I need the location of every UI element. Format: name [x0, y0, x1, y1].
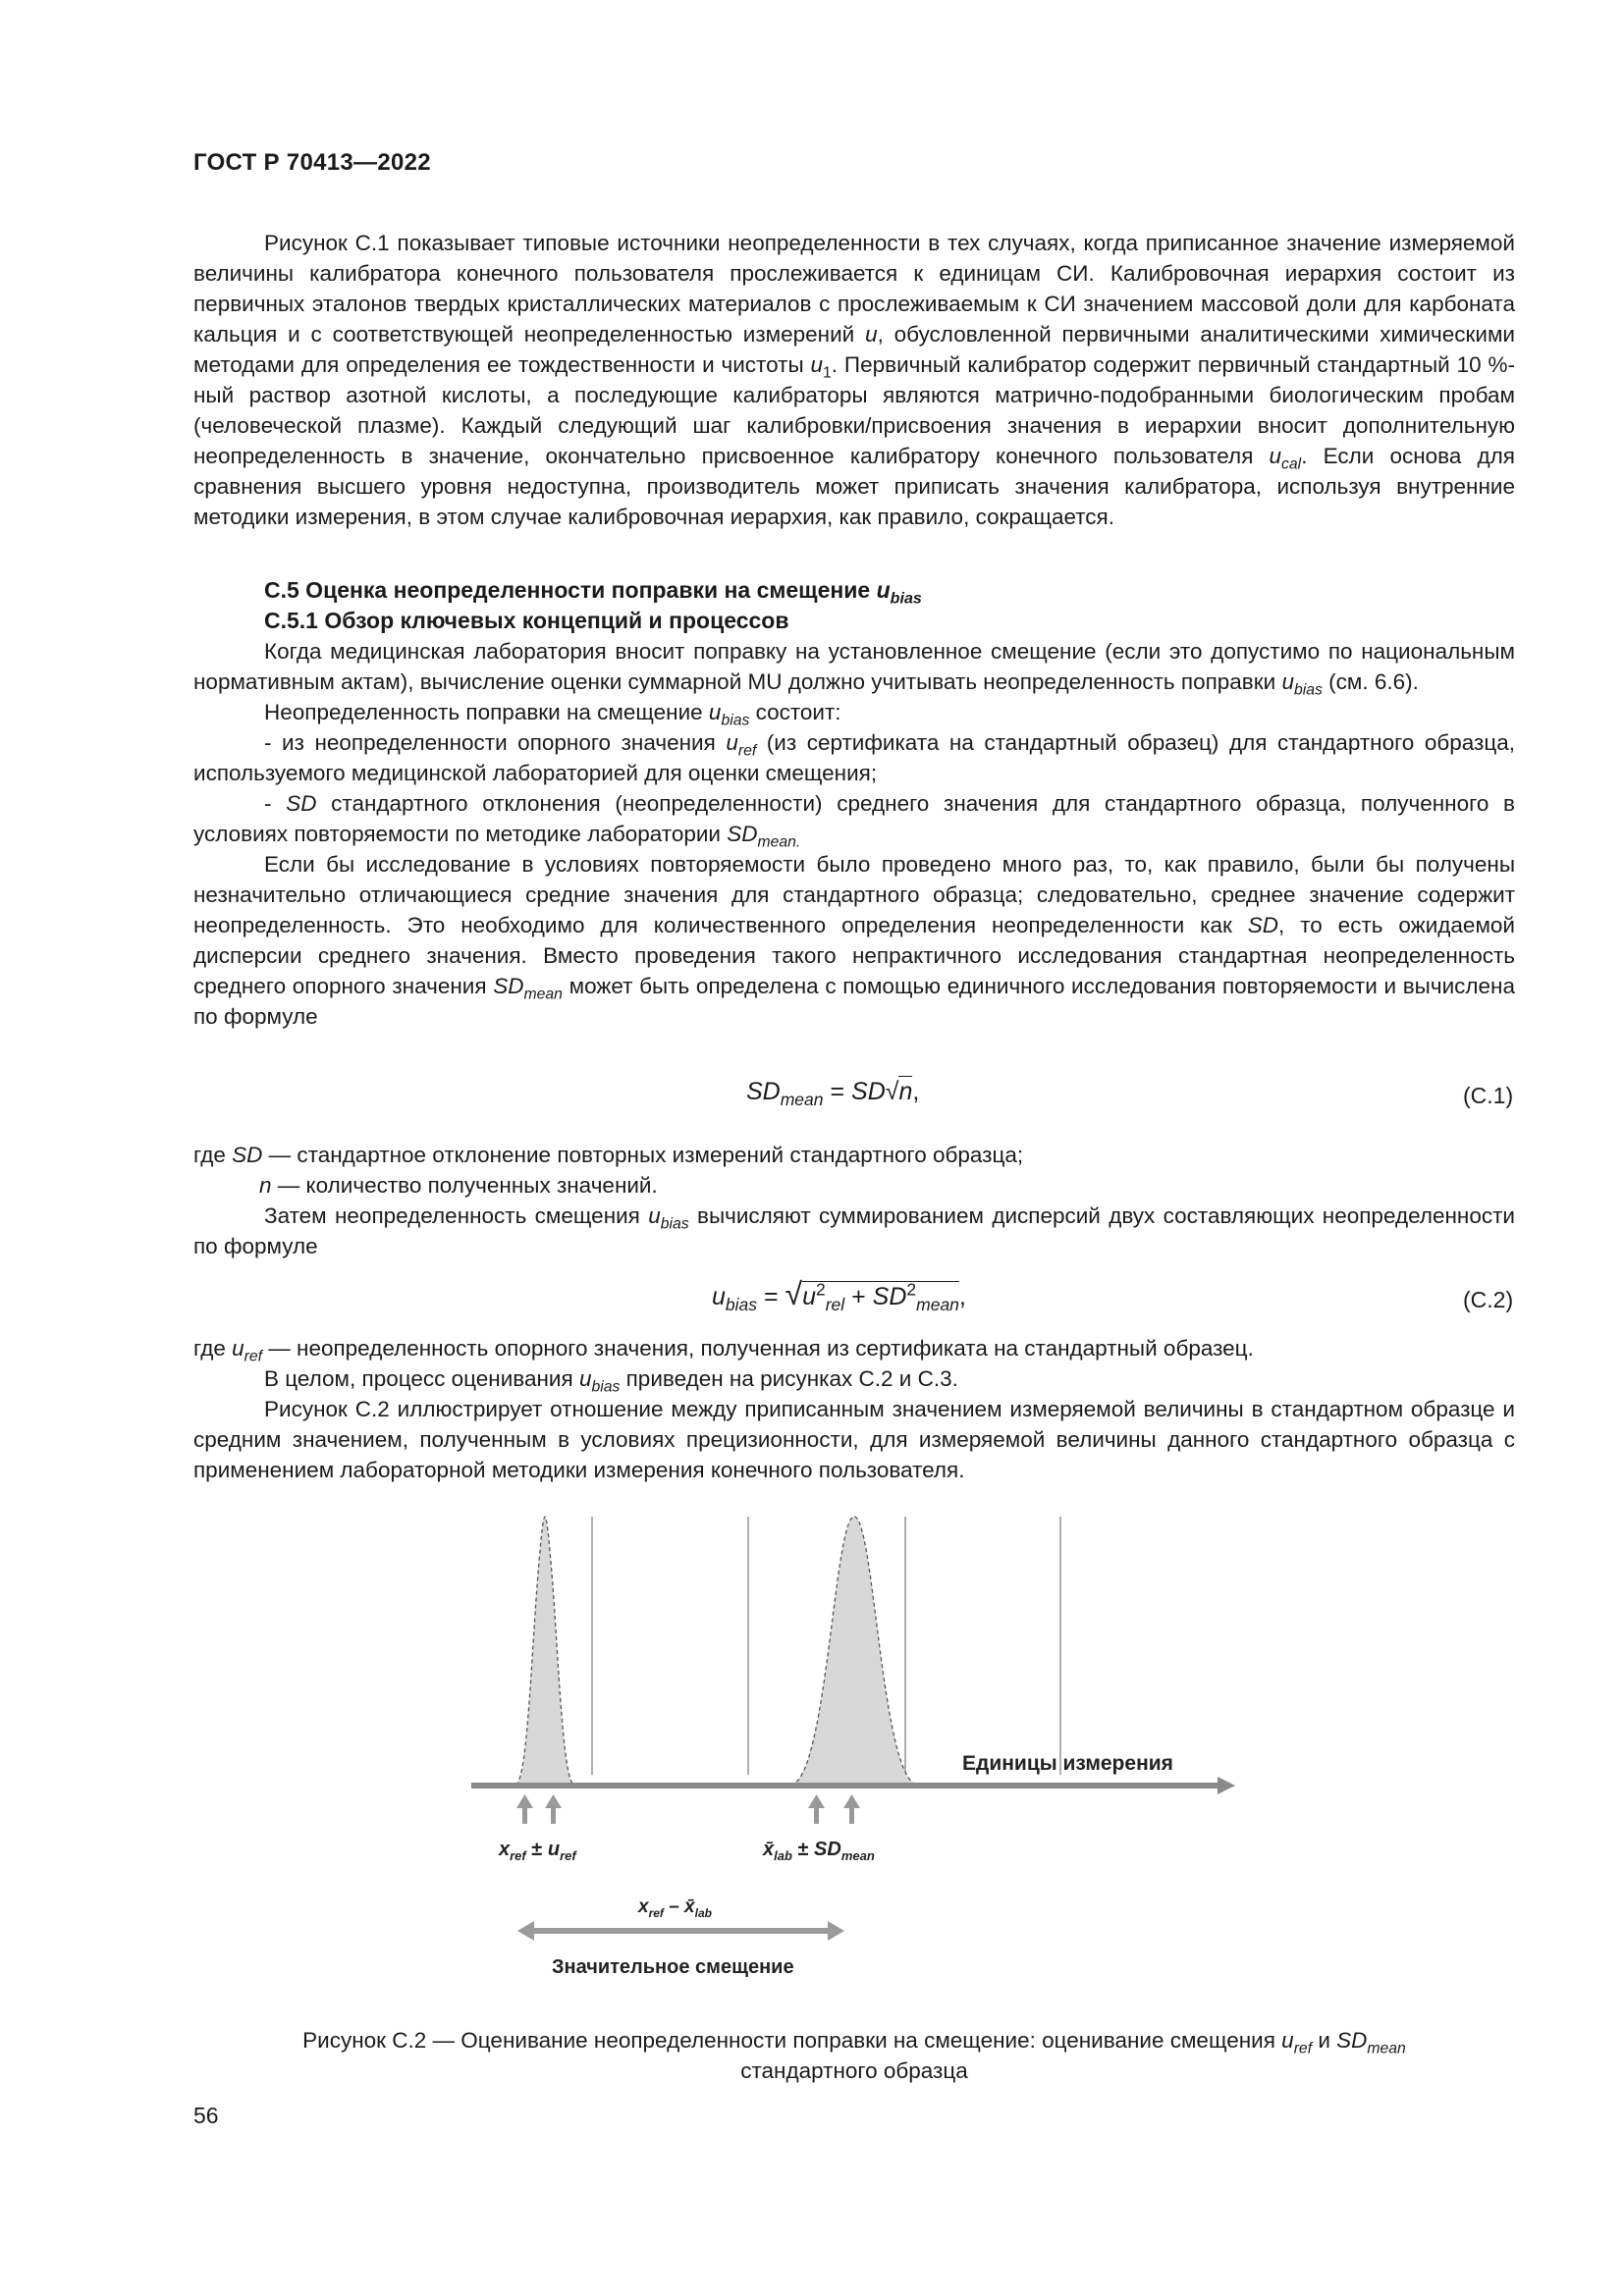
caption-line-1: Рисунок С.2 — Оценивание неопределенности поправки на смещение: оценивание смещения $u_{ref}$ и $SD_{mean}$	[302, 2028, 1406, 2057]
paragraph-bias-variance: Затем неопределенность смещения $u_{bias}$ вычисляют суммированием дисперсий двух составляющих неопределенности по формуле	[193, 1203, 1515, 1258]
lab-mean-label: $x̄_{lab} \pm SD_{mean}$	[763, 1839, 875, 1863]
bias-arrowhead-right	[828, 1921, 844, 1941]
where-sd: где SD — стандартное отклонение повторных измерений стандартного образца;	[193, 1143, 1024, 1167]
body-block-2	[193, 575, 1515, 1032]
document-header: ГОСТ Р 70413—2022	[193, 149, 431, 176]
page-number: 56	[193, 2103, 219, 2128]
paragraph-correction: Когда медицинская лаборатория вносит поправку на установленное смещение (если это допустимо по национальным нормативным актам), вычисление оценки суммарной MU должно учитывать неопределенность поправки $u_{bias}$ (см. 6.6).	[193, 639, 1515, 699]
ref-value-label: $x_{ref} \pm u_{ref}$	[499, 1839, 576, 1863]
reference-distribution-peak	[515, 1517, 574, 1785]
equation-number-c1: (С.1)	[1463, 1083, 1514, 1108]
paragraph-intro: Рисунок С.1 показывает типовые источники неопределенности в тех случаях, когда приписанное значение измеряемой величины калибратора конечного пользователя прослеживается к единицам СИ. Калибровочная иерархия состоит из первичных эталонов твердых кристаллических материалов с прослеживаемым к СИ значением массовой доли для карбоната кальция и с соответствующей неопределенностью измерений u, обусловленной первичными аналитическими химическими методами для определения ее тождественности и чистоты $u_1$. Первичный калибратор содержит первичный стандартный 10 %-ный раствор азотной кислоты, а последующие калибраторы являются матрично-подобранными биологическим пробам (человеческой плазме). Каждый следующий шаг калибровки/присвоения значения в иерархии вносит дополнительную неопределенность в значение, окончательно присвоенное калибратору конечного пользователя $u_{cal}$. Если основа для сравнения высшего уровня недоступна, производитель может приписать значения калибратора, используя внутренние методики измерения, в этом случае калибровочная иерархия, как правило, сокращается.	[193, 231, 1515, 529]
body-block-1	[193, 228, 1515, 532]
paragraph-repeatability: Если бы исследование в условиях повторяемости было проведено много раз, то, как правило, были бы получены незначительно отличающиеся средние значения для стандартного образца; следовательно, среднее значение содержит неопределенность. Это необходимо для количественного определения неопределенности как SD, то есть ожидаемой дисперсии среднего значения. Вместо проведения такого непрактичного исследования стандартная неопределенность среднего опорного значения $SD_{mean}$ может быть определена с помощью единичного исследования повторяемости и вычислена по формуле	[193, 852, 1515, 1029]
significant-bias-label: Значительное смещение	[552, 1956, 794, 1978]
paragraph-process: В целом, процесс оценивания $u_{bias}$ приведен на рисунках С.2 и С.3.	[264, 1366, 958, 1396]
ref-uncertainty-arrows	[516, 1794, 562, 1824]
lab-uncertainty-arrows	[808, 1794, 860, 1824]
where-n: n — количество полученных значений.	[259, 1173, 658, 1198]
list-item-uref: - из неопределенности опорного значения $u_{ref}$ (из сертификата на стандартный образец) для стандартного образца, используемого медицинской лабораторией для оценки смещения;	[193, 730, 1515, 785]
list-item-sd: - SD стандартного отклонения (неопределенности) среднего значения для стандартного образца, полученного в условиях повторяемости по методике лаборатории $SD_{mean.}$	[193, 791, 1515, 851]
figure-bias-diagram	[461, 1512, 1247, 2002]
equation-number-c2: (С.2)	[1463, 1287, 1514, 1312]
equation-c2: $u_{bias} = √u^2_{rel} + SD^2_{mean}$,	[712, 1276, 966, 1315]
caption-line-2: стандартного образца	[740, 2058, 968, 2083]
where-block-1	[193, 1140, 1515, 1261]
difference-label: $x_{ref}$ – $x̄_{lab}$	[638, 1896, 712, 1920]
paragraph-uncertainty-consists: Неопределенность поправки на смещение $u_{bias}$ состоит:	[264, 700, 841, 729]
body-block-3	[193, 1333, 1515, 1485]
axis-arrowhead	[1218, 1777, 1235, 1794]
where-uref: где $u_{ref}$ — неопределенность опорного значения, полученная из сертификата на стандартный образец.	[193, 1336, 1254, 1365]
lab-distribution-peak	[790, 1517, 918, 1785]
bias-arrowhead-left	[517, 1921, 534, 1941]
section-heading-c5: С.5 Оценка неопределенности поправки на смещение $u_{bias}$	[264, 577, 922, 608]
axis-label: Единицы измерения	[962, 1752, 1173, 1775]
paragraph-figure-description: Рисунок С.2 иллюстрирует отношение между приписанным значением измеряемой величины в стандартном образце и средним значением, полученным в условиях прецизионности, для измеряемой величины данного стандартного образца с применением лабораторной методики измерения конечного пользователя.	[193, 1397, 1515, 1482]
equation-c1: $SD_{mean} = SD√n$,	[746, 1078, 920, 1110]
figure-caption	[193, 2025, 1515, 2086]
section-heading-c51: С.5.1 Обзор ключевых концепций и процессов	[264, 608, 789, 633]
